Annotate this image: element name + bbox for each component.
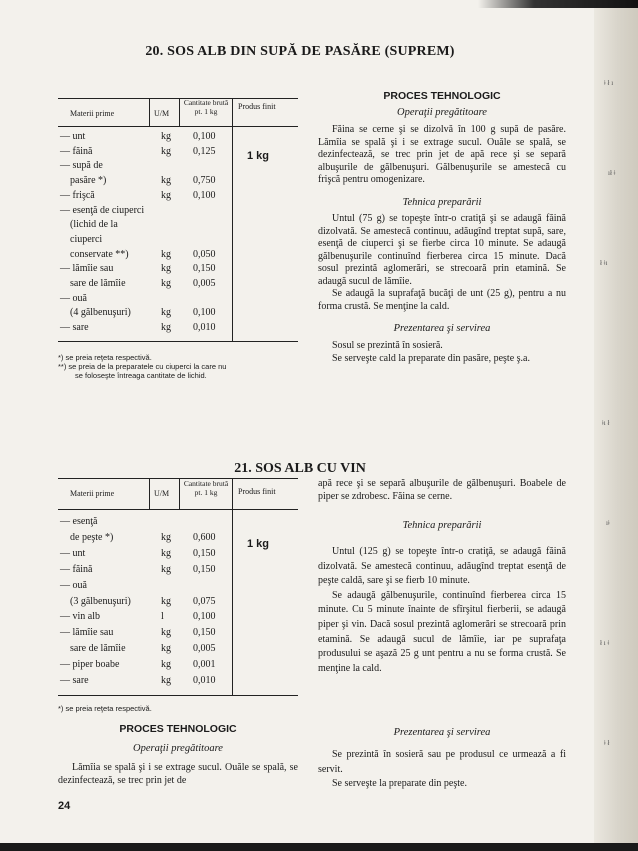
ingredient-quantity: 0,100 (193, 307, 216, 319)
header-um: U/M (154, 489, 170, 498)
paragraph: Untul (75 g) se topeşte într-o cratiţă şi se adaugă făină dizolvată. Se amestecă continuu, adăugînd treptat supă, sare, esenţă de ciuperci şi se fierbe circa 10 minute. Se adaugă gălbenuşurile continuînd fierberea circa 15 minute. Dacă sosul prezintă aglomerări, se strecoară prin etamină. Se adaugă sucul de lămîie. (318, 213, 566, 287)
ingredient-quantity: 0,100 (193, 189, 216, 201)
ingredient-unit: kg (161, 248, 171, 260)
ingredient-unit: kg (161, 189, 171, 201)
tehnica-heading: Tehnica preparării (402, 197, 482, 208)
ingredient-name: ciuperci (70, 233, 103, 245)
ingredient-name: — sare (60, 322, 89, 334)
table-rule (179, 478, 180, 509)
operatii-heading: Operaţii pregătitoare (133, 743, 223, 754)
header-cantitate: Cantitate brută pt. 1 kg (183, 98, 229, 116)
ingredient-unit: kg (161, 643, 171, 655)
edge-mark: ł ı ǂ (600, 639, 610, 647)
prezentare-text (318, 340, 566, 365)
footnote: **) se preia de la preparatele cu ciuperci la care nu (58, 362, 227, 371)
ingredient-unit: kg (161, 307, 171, 319)
paragraph: Se adaugă gălbenuşurile, continuînd fierberea circa 15 minute. Cu 5 minute înainte de sfîrşitul fierberii, se adaugă piper şi vin. Dacă sosul prezintă aglomerări se strecoară prin etamină. Se adaugă sucul de lămîie, iar pe suprafaţa produsului se aşază 25 g unt pentru a nu se forma crustă. Se menţine la cald. (318, 589, 566, 674)
table-rule (58, 98, 298, 99)
ingredient-name: — piper boabe (60, 659, 120, 671)
ingredient-name: de peşte *) (70, 531, 114, 543)
ingredient-unit: kg (161, 595, 171, 607)
ingredient-quantity: 0,100 (193, 611, 216, 623)
ingredient-unit: l (161, 611, 164, 623)
ingredient-unit: kg (161, 659, 171, 671)
ingredient-name: — unt (60, 547, 86, 559)
ingredient-unit: kg (161, 263, 171, 275)
footnote: *) se preia reţeta respectivă. (58, 704, 152, 713)
recipe-20-title: 20. SOS ALB DIN SUPĂ DE PASĂRE (SUPREM) (145, 44, 455, 59)
paragraph: Lămîia se spală şi i se extrage sucul. Ouăle se spală, se dezinfectează, se trec prin jet de (58, 762, 298, 786)
ingredient-name: — sare (60, 675, 89, 686)
ingredient-unit: kg (161, 322, 171, 334)
table-rule (179, 98, 180, 126)
ingredient-name: (4 gălbenuşuri) (70, 307, 131, 319)
proces-heading: PROCES TEHNOLOGIC (119, 723, 237, 735)
header-produs-finit: Produs finit (238, 102, 276, 111)
header-materii-prime: Materii prime (70, 489, 115, 498)
tehnica-text (318, 213, 566, 313)
ingredient-quantity: 0,005 (193, 278, 216, 289)
ingredient-name: (3 gălbenuşuri) (70, 595, 131, 607)
ingredient-name: — lămîie sau (60, 263, 114, 275)
ingredient-unit: kg (161, 563, 171, 575)
ingredient-quantity: 0,001 (193, 659, 216, 671)
edge-mark: ǂ ł (604, 739, 610, 747)
header-materii-prime: Materii prime (70, 109, 115, 118)
ingredient-unit: kg (161, 278, 171, 289)
ingredient-unit: kg (161, 675, 171, 686)
operatii-heading: Operaţii pregătitoare (397, 107, 487, 118)
paragraph: Se prezintă în sosieră sau pe produsul ce urmează a fi servit. (318, 749, 566, 775)
ingredient-name: — ouă (60, 292, 87, 304)
tehnica-text (318, 545, 566, 676)
table-rule (58, 126, 298, 127)
ingredient-quantity: 0,150 (193, 563, 216, 575)
ingredient-quantity: 0,050 (193, 248, 216, 260)
header-cantitate: Cantitate brută pt. 1 kg (183, 479, 229, 497)
edge-mark: ıł ǂ (608, 169, 616, 177)
ingredient-name: — făină (60, 563, 93, 575)
ingredient-name: sare de lămîie (70, 643, 126, 655)
ingredient-name: — unt (60, 131, 86, 142)
table-rule (232, 478, 233, 695)
prezentare-heading: Prezentarea şi servirea (393, 727, 491, 738)
total-yield: 1 kg (247, 538, 270, 550)
total-yield: 1 kg (247, 150, 270, 162)
edge-mark: ł ǂı (600, 259, 608, 267)
paragraph: Se serveşte la preparate din peşte. (332, 778, 467, 790)
table-rule (58, 509, 298, 510)
paragraph: Untul (125 g) se topeşte într-o cratiţă, se adaugă făină dizolvată. Se amestecă continuu, adăugînd treptat esenţă de peşte caldă, sare şi se fierb 10 minute. (318, 546, 566, 587)
page-edge (594, 0, 638, 851)
ingredient-name: — ouă (60, 579, 87, 591)
ingredient-name: — esenţă (60, 516, 98, 527)
ingredient-name: sare de lămîie (70, 278, 126, 289)
ingredient-unit: kg (161, 145, 171, 157)
ingredient-name: — vin alb (60, 611, 100, 623)
ingredient-quantity: 0,010 (193, 675, 216, 686)
recipe-21-title: 21. SOS ALB CU VIN (234, 461, 366, 476)
footnote: *) se preia reţeta respectivă. (58, 353, 152, 362)
edge-mark: ıǂ (606, 519, 610, 527)
prezentare-text (318, 748, 566, 792)
ingredient-unit: kg (161, 547, 171, 559)
ingredient-unit: kg (161, 531, 171, 543)
ingredient-name: pasăre *) (70, 175, 107, 187)
ingredient-name: — lămîie sau (60, 627, 114, 639)
edge-mark: ǂı ł (602, 419, 610, 427)
tehnica-heading: Tehnica preparării (402, 520, 482, 531)
prezentare-heading: Prezentarea şi servirea (393, 323, 491, 334)
ingredient-quantity: 0,150 (193, 547, 216, 559)
paragraph: Făina se cerne şi se dizolvă în 100 g supă de pasăre. Lămîia se spală şi i se extrage sucul. Ouăle se spală, se dezinfectează, se trec prin jet de apă rece şi se separă albuşurile de gălbenuşuri. Gălbenuşurile se amestecă cu frişcă pentru omogenizare. (318, 124, 566, 185)
operatii-text (318, 124, 566, 187)
ingredient-unit: kg (161, 627, 171, 639)
ingredient-name: (lichid de la (70, 219, 118, 231)
header-produs-finit: Produs finit (238, 487, 276, 496)
table-rule (58, 341, 298, 342)
paragraph: Se adaugă la suprafaţă bucăţi de unt (25 g), pentru a nu forma crustă. Se menţine la cald. (318, 288, 566, 312)
edge-mark: ǂ ł ı (604, 79, 614, 87)
table-rule (149, 98, 150, 126)
paragraph: Se serveşte cald la preparate din pasăre, peşte ş.a. (332, 352, 530, 364)
operatii-text (58, 762, 298, 787)
scan-shadow-top (478, 0, 638, 8)
table-rule (58, 695, 298, 696)
page-number: 24 (58, 800, 71, 812)
ingredient-quantity: 0,100 (193, 131, 216, 142)
ingredient-unit: kg (161, 175, 171, 187)
operatii-continuation (318, 478, 566, 503)
table-rule (58, 478, 298, 479)
ingredient-name: — supă de (60, 160, 103, 172)
ingredient-quantity: 0,010 (193, 322, 216, 334)
ingredient-name: conservate **) (70, 248, 129, 260)
paragraph: Sosul se prezintă în sosieră. (332, 340, 443, 351)
ingredient-name: — esenţă de ciuperci (60, 204, 145, 216)
ingredient-quantity: 0,075 (193, 595, 216, 607)
ingredient-quantity: 0,005 (193, 643, 216, 655)
table-rule (232, 98, 233, 341)
scan-shadow-bottom (0, 843, 638, 851)
ingredient-quantity: 0,750 (193, 175, 216, 187)
ingredient-unit: kg (161, 131, 171, 142)
ingredient-quantity: 0,600 (193, 531, 216, 543)
proces-heading: PROCES TEHNOLOGIC (383, 90, 501, 102)
ingredient-name: — făină (60, 145, 93, 157)
ingredient-quantity: 0,150 (193, 263, 216, 275)
table-rule (149, 478, 150, 509)
footnote: se foloseşte întreaga cantitate de lichid. (75, 371, 207, 380)
ingredient-quantity: 0,150 (193, 627, 216, 639)
header-um: U/M (154, 109, 170, 118)
ingredient-name: — frişcă (60, 189, 95, 201)
paragraph: apă rece şi se separă albuşurile de gălbenuşuri. Boabele de piper se zdrobesc. Făina se cerne. (318, 478, 566, 502)
ingredient-quantity: 0,125 (193, 145, 216, 157)
